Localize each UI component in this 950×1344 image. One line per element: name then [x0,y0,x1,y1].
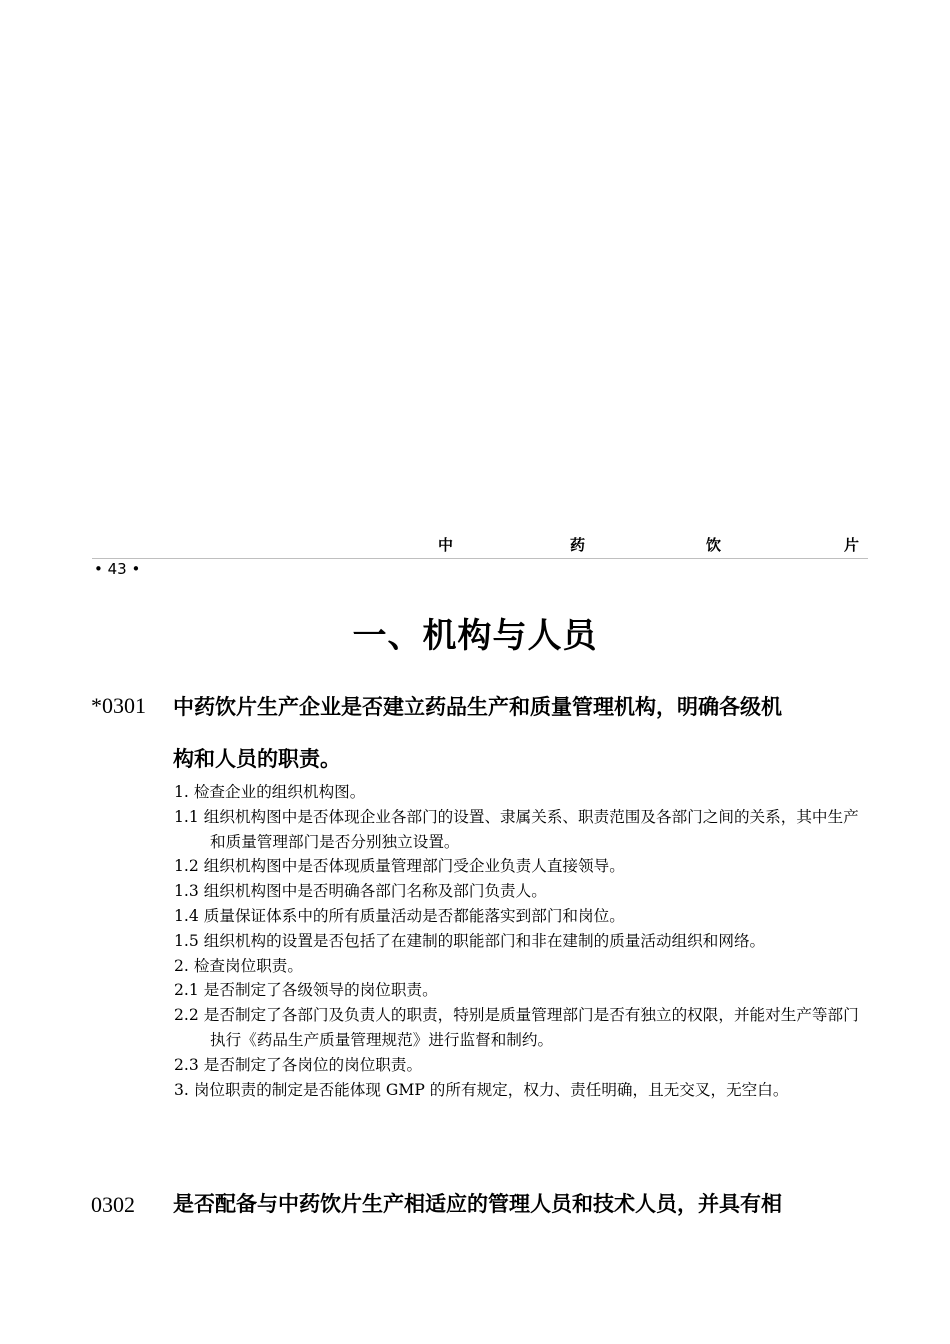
item-heading [173,683,873,783]
running-header-char: 药 [570,536,586,554]
check-item: 1. 检查企业的组织机构图。 [174,783,366,801]
check-item: 1.4 质量保证体系中的所有质量活动是否都能落实到部门和岗位。 [174,906,625,925]
check-item: 1.2 组织机构图中是否体现质量管理部门受企业负责人直接领导。 [174,857,625,876]
item-heading-line: 是否配备与中药饮片生产相适应的管理人员和技术人员，并具有相 [173,1192,782,1216]
item-heading-line: 构和人员的职责。 [173,747,341,771]
page-number: • 43 • [94,560,141,578]
item-heading [173,1180,873,1228]
check-item: 3. 岗位职责的制定是否能体现 GMP 的所有规定，权力、责任明确，且无交叉，无空白。 [174,1080,789,1099]
item-heading-line: 中药饮片生产企业是否建立药品生产和质量管理机构，明确各级机 [173,695,782,719]
item-code: 0302 [91,1192,135,1217]
check-list [174,780,864,1102]
section-title: 一、机构与人员 [352,616,598,656]
check-item: 2.1 是否制定了各级领导的岗位职责。 [174,981,438,1000]
check-item: 1.5 组织机构的设置是否包括了在建制的职能部门和非在建制的质量活动组织和网络。 [174,931,766,950]
running-header-char: 饮 [706,536,722,554]
check-item: 1.1 组织机构图中是否体现企业各部门的设置、隶属关系、职责范围及各部门之间的关系，其中生产和质量管理部门是否分别独立设置。 [174,807,859,851]
check-item: 2.3 是否制定了各岗位的岗位职责。 [174,1055,423,1074]
check-item: 1.3 组织机构图中是否明确各部门名称及部门负责人。 [174,882,547,901]
running-header-char: 片 [844,536,860,554]
check-item: 2. 检查岗位职责。 [174,956,303,975]
item-code: *0301 [91,693,146,718]
running-header-char: 中 [438,536,454,554]
running-header [92,532,868,559]
check-item: 2.2 是否制定了各部门及负责人的职责，特别是质量管理部门是否有独立的权限，并能对生产等部门执行《药品生产质量管理规范》进行监督和制约。 [174,1006,859,1049]
